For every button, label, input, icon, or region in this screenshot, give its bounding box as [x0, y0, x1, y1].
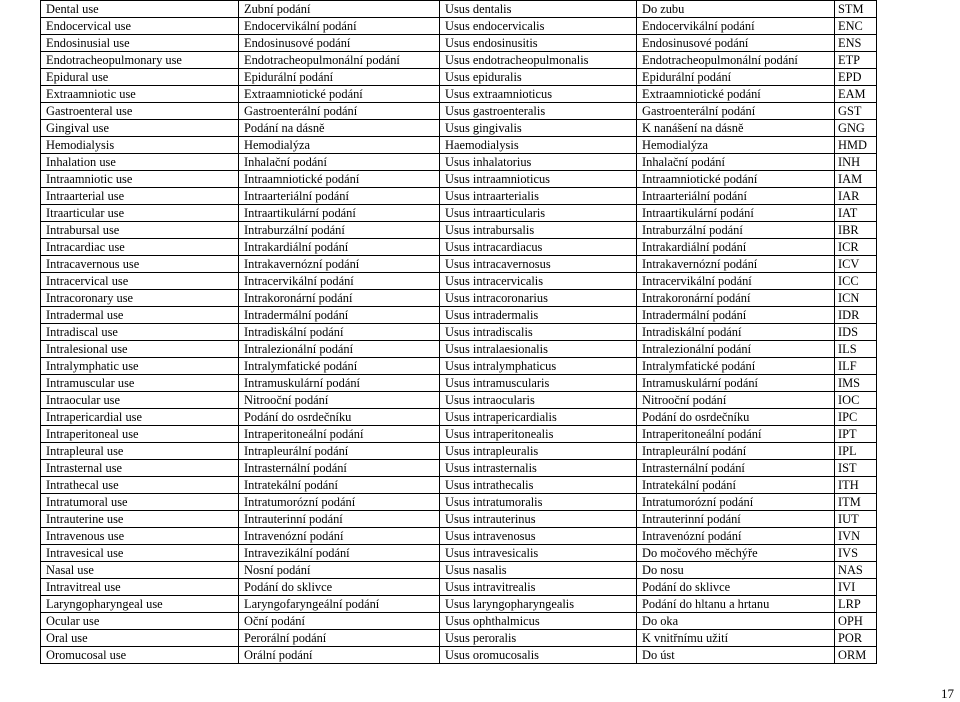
- cell-code: ICV: [835, 256, 877, 273]
- cell-code: POR: [835, 630, 877, 647]
- cell-english-term: Intravesical use: [41, 545, 239, 562]
- cell-latin-term: Usus intraamnioticus: [440, 171, 637, 188]
- cell-czech-label-text: Intrapleurální podání: [637, 443, 835, 460]
- cell-code: ILF: [835, 358, 877, 375]
- cell-code: ITH: [835, 477, 877, 494]
- table-row: [41, 426, 877, 443]
- cell-code: ILS: [835, 341, 877, 358]
- cell-czech-term: Intraburzální podání: [239, 222, 440, 239]
- cell-czech-label-text: Intrakoronární podání: [637, 290, 835, 307]
- cell-code: IAR: [835, 188, 877, 205]
- cell-english-term: Intraamniotic use: [41, 171, 239, 188]
- cell-code: STM: [835, 1, 877, 18]
- cell-code: LRP: [835, 596, 877, 613]
- table-row: [41, 103, 877, 120]
- cell-code: NAS: [835, 562, 877, 579]
- cell-code: EPD: [835, 69, 877, 86]
- cell-english-term: Intravenous use: [41, 528, 239, 545]
- cell-czech-label-text: Intraartikulární podání: [637, 205, 835, 222]
- table-row: [41, 392, 877, 409]
- cell-czech-label-text: Podání do hltanu a hrtanu: [637, 596, 835, 613]
- cell-latin-term: Usus gingivalis: [440, 120, 637, 137]
- cell-czech-label-text: Intrasternální podání: [637, 460, 835, 477]
- cell-czech-label-text: Nitrooční podání: [637, 392, 835, 409]
- cell-latin-term: Usus intrasternalis: [440, 460, 637, 477]
- cell-english-term: Extraamniotic use: [41, 86, 239, 103]
- cell-czech-term: Endosinusové podání: [239, 35, 440, 52]
- cell-latin-term: Usus intrapericardialis: [440, 409, 637, 426]
- cell-latin-term: Usus intravesicalis: [440, 545, 637, 562]
- cell-czech-term: Intramuskulární podání: [239, 375, 440, 392]
- cell-code: IVN: [835, 528, 877, 545]
- cell-czech-label-text: Intramuskulární podání: [637, 375, 835, 392]
- cell-czech-term: Gastroenterální podání: [239, 103, 440, 120]
- table-row: [41, 647, 877, 664]
- table-row: [41, 324, 877, 341]
- cell-code: GST: [835, 103, 877, 120]
- cell-latin-term: Usus intrabursalis: [440, 222, 637, 239]
- table-row: [41, 69, 877, 86]
- table-row: [41, 630, 877, 647]
- table-row: [41, 341, 877, 358]
- cell-czech-label-text: Intraamniotické podání: [637, 171, 835, 188]
- cell-english-term: Nasal use: [41, 562, 239, 579]
- table-row: [41, 528, 877, 545]
- cell-latin-term: Usus intracardiacus: [440, 239, 637, 256]
- cell-czech-label-text: Extraamniotické podání: [637, 86, 835, 103]
- cell-latin-term: Usus intravitrealis: [440, 579, 637, 596]
- cell-czech-label-text: Endotracheopulmonální podání: [637, 52, 835, 69]
- cell-czech-term: Intrasternální podání: [239, 460, 440, 477]
- cell-latin-term: Haemodialysis: [440, 137, 637, 154]
- cell-czech-term: Intrakoronární podání: [239, 290, 440, 307]
- cell-english-term: Intrasternal use: [41, 460, 239, 477]
- table-row: [41, 137, 877, 154]
- cell-english-term: Intracavernous use: [41, 256, 239, 273]
- cell-czech-label-text: Podání do osrdečníku: [637, 409, 835, 426]
- cell-code: ENC: [835, 18, 877, 35]
- cell-code: IUT: [835, 511, 877, 528]
- cell-latin-term: Usus intrapleuralis: [440, 443, 637, 460]
- cell-czech-label-text: Intrakavernózní podání: [637, 256, 835, 273]
- cell-english-term: Inhalation use: [41, 154, 239, 171]
- cell-czech-term: Intralezionální podání: [239, 341, 440, 358]
- cell-czech-term: Inhalační podání: [239, 154, 440, 171]
- cell-latin-term: Usus intradermalis: [440, 307, 637, 324]
- cell-czech-term: Intraartikulární podání: [239, 205, 440, 222]
- table-row: [41, 52, 877, 69]
- table-row: [41, 1, 877, 18]
- cell-czech-label-text: Endocervikální podání: [637, 18, 835, 35]
- cell-english-term: Endocervical use: [41, 18, 239, 35]
- cell-code: IDS: [835, 324, 877, 341]
- cell-latin-term: Usus intravenosus: [440, 528, 637, 545]
- table-row: [41, 154, 877, 171]
- cell-latin-term: Usus intraarterialis: [440, 188, 637, 205]
- cell-code: IPT: [835, 426, 877, 443]
- cell-czech-label-text: K nanášení na dásně: [637, 120, 835, 137]
- cell-latin-term: Usus intralaesionalis: [440, 341, 637, 358]
- cell-czech-term: Intratekální podání: [239, 477, 440, 494]
- table-row: [41, 460, 877, 477]
- cell-english-term: Epidural use: [41, 69, 239, 86]
- cell-czech-label-text: K vnitřnímu užití: [637, 630, 835, 647]
- cell-english-term: Oromucosal use: [41, 647, 239, 664]
- cell-czech-term: Intrakavernózní podání: [239, 256, 440, 273]
- cell-czech-term: Podání do sklivce: [239, 579, 440, 596]
- cell-czech-term: Intrapleurální podání: [239, 443, 440, 460]
- cell-czech-term: Podání do osrdečníku: [239, 409, 440, 426]
- cell-latin-term: Usus extraamnioticus: [440, 86, 637, 103]
- cell-english-term: Itraarticular use: [41, 205, 239, 222]
- table-row: [41, 120, 877, 137]
- table-row: [41, 256, 877, 273]
- routes-of-administration-table-container: [40, 0, 877, 664]
- cell-code: ICC: [835, 273, 877, 290]
- cell-english-term: Hemodialysis: [41, 137, 239, 154]
- cell-english-term: Dental use: [41, 1, 239, 18]
- cell-english-term: Intraarterial use: [41, 188, 239, 205]
- cell-czech-term: Intrakardiální podání: [239, 239, 440, 256]
- cell-czech-term: Endocervikální podání: [239, 18, 440, 35]
- cell-czech-label-text: Intrauterinní podání: [637, 511, 835, 528]
- cell-czech-term: Intraamniotické podání: [239, 171, 440, 188]
- cell-code: IAM: [835, 171, 877, 188]
- cell-code: IVI: [835, 579, 877, 596]
- cell-code: ENS: [835, 35, 877, 52]
- cell-czech-term: Intravenózní podání: [239, 528, 440, 545]
- cell-latin-term: Usus laryngopharyngealis: [440, 596, 637, 613]
- cell-english-term: Intratumoral use: [41, 494, 239, 511]
- cell-code: IPC: [835, 409, 877, 426]
- table-row: [41, 222, 877, 239]
- cell-czech-label-text: Intratekální podání: [637, 477, 835, 494]
- cell-czech-label-text: Endosinusové podání: [637, 35, 835, 52]
- cell-english-term: Intrapericardial use: [41, 409, 239, 426]
- table-row: [41, 273, 877, 290]
- cell-english-term: Intravitreal use: [41, 579, 239, 596]
- cell-czech-term: Hemodialýza: [239, 137, 440, 154]
- cell-latin-term: Usus intratumoralis: [440, 494, 637, 511]
- cell-english-term: Intracardiac use: [41, 239, 239, 256]
- cell-czech-label-text: Intratumorózní podání: [637, 494, 835, 511]
- cell-czech-label-text: Intralymfatické podání: [637, 358, 835, 375]
- cell-english-term: Intrathecal use: [41, 477, 239, 494]
- cell-czech-label-text: Intralezionální podání: [637, 341, 835, 358]
- cell-english-term: Intracervical use: [41, 273, 239, 290]
- cell-code: IPL: [835, 443, 877, 460]
- cell-code: ITM: [835, 494, 877, 511]
- cell-english-term: Oral use: [41, 630, 239, 647]
- cell-latin-term: Usus intraperitonealis: [440, 426, 637, 443]
- table-row: [41, 239, 877, 256]
- cell-czech-term: Intraarteriální podání: [239, 188, 440, 205]
- cell-code: ICN: [835, 290, 877, 307]
- cell-czech-label-text: Intracervikální podání: [637, 273, 835, 290]
- cell-czech-label-text: Intraburzální podání: [637, 222, 835, 239]
- cell-latin-term: Usus endocervicalis: [440, 18, 637, 35]
- cell-czech-term: Podání na dásně: [239, 120, 440, 137]
- cell-latin-term: Usus intracervicalis: [440, 273, 637, 290]
- cell-code: IVS: [835, 545, 877, 562]
- table-row: [41, 205, 877, 222]
- cell-english-term: Intramuscular use: [41, 375, 239, 392]
- cell-code: IDR: [835, 307, 877, 324]
- cell-czech-label-text: Do močového měchýře: [637, 545, 835, 562]
- table-row: [41, 171, 877, 188]
- cell-english-term: Intralesional use: [41, 341, 239, 358]
- cell-english-term: Intracoronary use: [41, 290, 239, 307]
- cell-code: ORM: [835, 647, 877, 664]
- table-row: [41, 443, 877, 460]
- cell-latin-term: Usus intrathecalis: [440, 477, 637, 494]
- cell-czech-label-text: Do zubu: [637, 1, 835, 18]
- cell-code: HMD: [835, 137, 877, 154]
- cell-code: GNG: [835, 120, 877, 137]
- cell-czech-term: Nitrooční podání: [239, 392, 440, 409]
- cell-code: ETP: [835, 52, 877, 69]
- cell-czech-term: Orální podání: [239, 647, 440, 664]
- table-body: [41, 1, 877, 664]
- table-row: [41, 596, 877, 613]
- cell-czech-label-text: Gastroenterální podání: [637, 103, 835, 120]
- table-row: [41, 477, 877, 494]
- cell-latin-term: Usus endosinusitis: [440, 35, 637, 52]
- table-row: [41, 86, 877, 103]
- cell-czech-label-text: Hemodialýza: [637, 137, 835, 154]
- cell-czech-term: Intradiskální podání: [239, 324, 440, 341]
- cell-english-term: Gingival use: [41, 120, 239, 137]
- table-row: [41, 188, 877, 205]
- cell-czech-term: Intraperitoneální podání: [239, 426, 440, 443]
- cell-czech-label-text: Do úst: [637, 647, 835, 664]
- cell-latin-term: Usus intraocularis: [440, 392, 637, 409]
- cell-latin-term: Usus epiduralis: [440, 69, 637, 86]
- cell-czech-label-text: Inhalační podání: [637, 154, 835, 171]
- cell-czech-label-text: Intravenózní podání: [637, 528, 835, 545]
- cell-english-term: Gastroenteral use: [41, 103, 239, 120]
- routes-of-administration-table: [40, 0, 877, 664]
- table-row: [41, 562, 877, 579]
- table-row: [41, 307, 877, 324]
- table-row: [41, 494, 877, 511]
- cell-latin-term: Usus endotracheopulmonalis: [440, 52, 637, 69]
- cell-czech-term: Intrauterinní podání: [239, 511, 440, 528]
- cell-czech-term: Zubní podání: [239, 1, 440, 18]
- cell-english-term: Intrapleural use: [41, 443, 239, 460]
- cell-czech-term: Epidurální podání: [239, 69, 440, 86]
- cell-latin-term: Usus peroralis: [440, 630, 637, 647]
- cell-latin-term: Usus intramuscularis: [440, 375, 637, 392]
- cell-czech-label-text: Intradiskální podání: [637, 324, 835, 341]
- cell-czech-term: Oční podání: [239, 613, 440, 630]
- cell-code: IAT: [835, 205, 877, 222]
- cell-english-term: Intralymphatic use: [41, 358, 239, 375]
- cell-czech-label-text: Do oka: [637, 613, 835, 630]
- cell-czech-label-text: Podání do sklivce: [637, 579, 835, 596]
- cell-czech-label-text: Intraarteriální podání: [637, 188, 835, 205]
- cell-code: INH: [835, 154, 877, 171]
- cell-code: IST: [835, 460, 877, 477]
- cell-czech-term: Extraamniotické podání: [239, 86, 440, 103]
- table-row: [41, 579, 877, 596]
- cell-czech-term: Laryngofaryngeální podání: [239, 596, 440, 613]
- cell-english-term: Intradiscal use: [41, 324, 239, 341]
- cell-czech-label-text: Intrakardiální podání: [637, 239, 835, 256]
- cell-latin-term: Usus oromucosalis: [440, 647, 637, 664]
- cell-code: OPH: [835, 613, 877, 630]
- cell-english-term: Intradermal use: [41, 307, 239, 324]
- table-row: [41, 613, 877, 630]
- table-row: [41, 511, 877, 528]
- cell-czech-label-text: Epidurální podání: [637, 69, 835, 86]
- cell-english-term: Endosinusial use: [41, 35, 239, 52]
- cell-latin-term: Usus ophthalmicus: [440, 613, 637, 630]
- table-row: [41, 35, 877, 52]
- table-row: [41, 290, 877, 307]
- cell-czech-term: Intravezikální podání: [239, 545, 440, 562]
- table-row: [41, 358, 877, 375]
- cell-czech-term: Intradermální podání: [239, 307, 440, 324]
- cell-czech-term: Intralymfatické podání: [239, 358, 440, 375]
- cell-code: IBR: [835, 222, 877, 239]
- cell-english-term: Intrabursal use: [41, 222, 239, 239]
- table-row: [41, 545, 877, 562]
- cell-czech-label-text: Intraperitoneální podání: [637, 426, 835, 443]
- cell-czech-term: Perorální podání: [239, 630, 440, 647]
- cell-latin-term: Usus intracavernosus: [440, 256, 637, 273]
- cell-latin-term: Usus dentalis: [440, 1, 637, 18]
- cell-latin-term: Usus intraarticularis: [440, 205, 637, 222]
- table-row: [41, 409, 877, 426]
- cell-latin-term: Usus intradiscalis: [440, 324, 637, 341]
- cell-english-term: Ocular use: [41, 613, 239, 630]
- table-row: [41, 18, 877, 35]
- cell-english-term: Intrauterine use: [41, 511, 239, 528]
- cell-code: EAM: [835, 86, 877, 103]
- table-row: [41, 375, 877, 392]
- cell-czech-term: Nosní podání: [239, 562, 440, 579]
- cell-english-term: Endotracheopulmonary use: [41, 52, 239, 69]
- cell-czech-term: Endotracheopulmonální podání: [239, 52, 440, 69]
- cell-latin-term: Usus inhalatorius: [440, 154, 637, 171]
- cell-czech-label-text: Intradermální podání: [637, 307, 835, 324]
- cell-latin-term: Usus intralymphaticus: [440, 358, 637, 375]
- cell-czech-label-text: Do nosu: [637, 562, 835, 579]
- cell-latin-term: Usus intracoronarius: [440, 290, 637, 307]
- cell-english-term: Intraperitoneal use: [41, 426, 239, 443]
- cell-code: IOC: [835, 392, 877, 409]
- cell-english-term: Laryngopharyngeal use: [41, 596, 239, 613]
- cell-latin-term: Usus intrauterinus: [440, 511, 637, 528]
- cell-code: ICR: [835, 239, 877, 256]
- cell-latin-term: Usus nasalis: [440, 562, 637, 579]
- cell-english-term: Intraocular use: [41, 392, 239, 409]
- cell-czech-term: Intracervikální podání: [239, 273, 440, 290]
- page-number: 17: [941, 686, 954, 701]
- cell-code: IMS: [835, 375, 877, 392]
- cell-latin-term: Usus gastroenteralis: [440, 103, 637, 120]
- cell-czech-term: Intratumorózní podání: [239, 494, 440, 511]
